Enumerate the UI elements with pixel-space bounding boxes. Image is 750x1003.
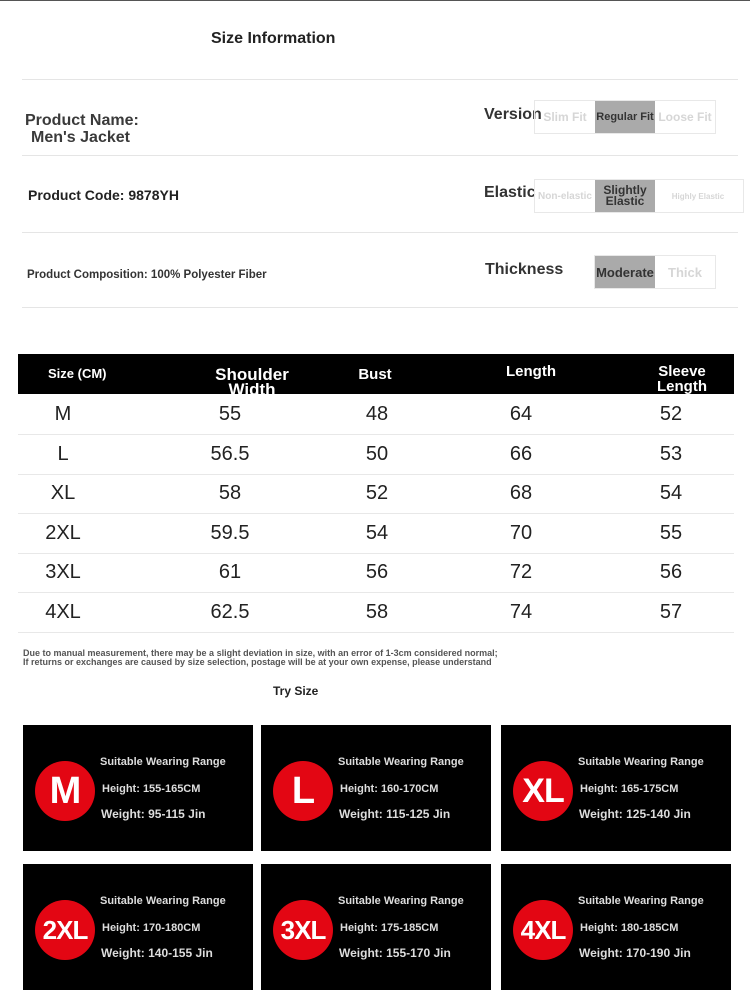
table-cell: 74 <box>509 600 533 623</box>
table-cell: 66 <box>509 442 533 465</box>
table-cell: 62.5 <box>210 600 250 623</box>
table-cell: 56.5 <box>210 442 250 465</box>
size-badge: 4XL <box>513 900 573 960</box>
card-weight: Weight: 115-125 Jin <box>339 807 451 821</box>
header-sleeve-length: Sleeve Length <box>657 363 707 395</box>
table-cell: 55 <box>218 403 242 425</box>
header-shoulder-width: Shoulder Width <box>215 365 289 399</box>
table-cell: 3XL <box>45 561 81 583</box>
option-highly-elastic: Highly Elastic <box>671 191 725 201</box>
product-composition: Product Composition: 100% Polyester Fiber <box>27 269 267 281</box>
table-cell: 61 <box>218 561 242 583</box>
product-code: Product Code: 9878YH <box>28 187 179 203</box>
table-cell: 72 <box>509 561 533 583</box>
thickness-options <box>594 255 716 289</box>
returns-note: If returns or exchanges are caused by size selection, postage will be at your own expense, please understand <box>23 657 492 667</box>
elastic-options <box>534 179 744 213</box>
card-title: Suitable Wearing Range <box>100 895 226 907</box>
divider <box>22 232 738 233</box>
option-loose-fit: Loose Fit <box>658 109 712 124</box>
size-card <box>501 864 731 990</box>
version-options <box>534 100 716 134</box>
product-name-value: Men's Jacket <box>31 129 130 146</box>
size-card <box>23 725 253 851</box>
table-row <box>18 395 734 435</box>
elastic-label: Elastic <box>484 184 536 201</box>
table-cell: 56 <box>659 561 683 583</box>
size-badge: XL <box>513 761 573 821</box>
table-cell: 54 <box>659 482 683 504</box>
header-bust: Bust <box>358 366 392 383</box>
option-regular-fit: Regular Fit <box>595 101 655 133</box>
table-row <box>18 474 734 514</box>
product-name <box>25 112 139 146</box>
table-cell: 52 <box>365 482 389 504</box>
option-moderate: Moderate <box>595 256 655 288</box>
table-cell: XL <box>50 482 76 504</box>
measurement-note: Due to manual measurement, there may be a slight deviation in size, with an error of 1-3cm considered normal; <box>23 648 498 658</box>
table-cell: M <box>54 403 72 425</box>
version-label: Version <box>484 106 542 123</box>
divider <box>22 79 738 80</box>
table-row <box>18 514 734 554</box>
card-weight: Weight: 170-190 Jin <box>579 946 691 960</box>
table-cell: 58 <box>218 482 242 504</box>
size-card <box>23 864 253 990</box>
card-height: Height: 165-175CM <box>580 783 679 795</box>
header-size: Size (CM) <box>48 366 107 381</box>
product-name-label: Product Name: <box>25 112 139 129</box>
table-cell: 64 <box>509 403 533 425</box>
card-weight: Weight: 95-115 Jin <box>101 807 206 821</box>
size-badge: 2XL <box>35 900 95 960</box>
option-thick: Thick <box>668 264 702 280</box>
card-height: Height: 180-185CM <box>580 922 679 934</box>
option-slightly-elastic: Slightly Elastic <box>595 180 655 212</box>
divider <box>22 155 738 156</box>
size-card <box>501 725 731 851</box>
table-row <box>18 593 734 633</box>
option-non-elastic: Non-elastic <box>538 190 592 202</box>
card-height: Height: 160-170CM <box>340 783 439 795</box>
size-badge: L <box>273 761 333 821</box>
table-cell: 48 <box>365 403 389 425</box>
thickness-label: Thickness <box>485 261 564 278</box>
card-weight: Weight: 140-155 Jin <box>101 946 213 960</box>
table-cell: 56 <box>365 561 389 583</box>
card-title: Suitable Wearing Range <box>338 895 464 907</box>
table-cell: 70 <box>509 521 533 544</box>
divider <box>22 307 738 308</box>
size-card <box>261 864 491 990</box>
card-height: Height: 170-180CM <box>102 922 201 934</box>
size-table-header <box>18 354 734 399</box>
table-cell: 68 <box>509 482 533 504</box>
table-cell: 55 <box>659 521 683 544</box>
card-title: Suitable Wearing Range <box>338 756 464 768</box>
table-cell: 52 <box>659 403 683 425</box>
card-height: Height: 155-165CM <box>102 783 201 795</box>
table-row <box>18 435 734 475</box>
card-weight: Weight: 125-140 Jin <box>579 807 691 821</box>
table-cell: 58 <box>365 600 389 623</box>
card-weight: Weight: 155-170 Jin <box>339 946 451 960</box>
header-length: Length <box>506 363 556 380</box>
size-badge: M <box>35 761 95 821</box>
table-row <box>18 553 734 593</box>
card-title: Suitable Wearing Range <box>100 756 226 768</box>
top-border <box>0 0 750 1</box>
page-title: Size Information <box>211 30 336 47</box>
card-title: Suitable Wearing Range <box>578 756 704 768</box>
try-size-title: Try Size <box>273 684 319 698</box>
table-cell: 2XL <box>45 521 81 544</box>
card-title: Suitable Wearing Range <box>578 895 704 907</box>
table-cell: 59.5 <box>210 521 250 544</box>
size-badge: 3XL <box>273 900 333 960</box>
table-cell: 4XL <box>45 600 81 623</box>
table-cell: 57 <box>659 600 683 623</box>
option-slim-fit: Slim Fit <box>543 109 587 124</box>
table-cell: 53 <box>659 442 683 465</box>
table-cell: 54 <box>365 521 389 544</box>
table-cell: L <box>57 442 69 465</box>
size-card <box>261 725 491 851</box>
table-cell: 50 <box>365 442 389 465</box>
card-height: Height: 175-185CM <box>340 922 439 934</box>
